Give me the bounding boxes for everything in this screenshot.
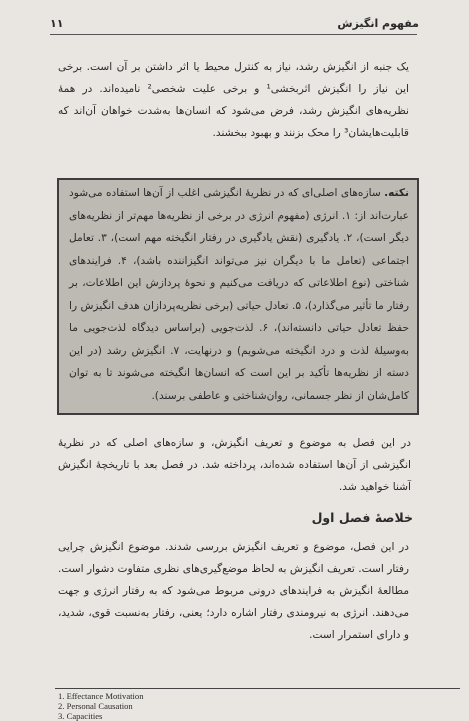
footnote-2: 2. Personal Causation xyxy=(58,701,133,711)
note-text xyxy=(69,182,409,407)
note-label: نکته. xyxy=(384,187,409,199)
note-box xyxy=(57,178,419,415)
footnotes xyxy=(58,691,144,721)
intro-paragraph: یک جنبه از انگیزش رشد، نیاز به کنترل محیط یا اثر داشتن بر آن است. برخی این نیاز را انگیزش اثربخشی¹ و برخی علیت شخصی² نامیده‌اند. در همهٔ نظریه‌های انگیزش رشد، فرض می‌شود که انسان‌ها به‌شدت خواهان آن‌اند که قابلیت‌هایشان³ را محک بزنند و بهبود ببخشند. xyxy=(58,61,410,139)
running-title: مفهوم انگیزش xyxy=(337,16,419,30)
closing-paragraph: در این فصل به موضوع و تعریف انگیزش، و سازه‌های اصلی که در نظریهٔ انگیزشی از آن‌ها استفاده شده‌اند، پرداخته شد. در فصل بعد با تاریخچهٔ انگیزش آشنا خواهید شد. xyxy=(58,437,411,493)
page-header xyxy=(50,12,419,34)
summary-paragraph: در این فصل، موضوع و تعریف انگیزش بررسی شدند. موضوع انگیزش چرایی رفتار است. تعریف انگیزش به لحاظ موضع‌گیری‌های نظری متفاوت دشوار است. مطالعهٔ انگیزش به فرایندهای درونی مربوط می‌شود که به رفتار انرژی و جهت می‌دهند. انرژی به نیرومندی رفتار اشاره دارد؛ یعنی، رفتار به‌نسبت قوی، شدید، و دارای استمرار است. xyxy=(58,541,409,641)
page-number: ۱۱ xyxy=(50,16,64,30)
footnote-3: 3. Capacities xyxy=(58,711,103,721)
summary-heading: خلاصهٔ فصل اول xyxy=(311,510,413,525)
header-divider xyxy=(50,34,417,35)
footnote-1: 1. Effectance Motivation xyxy=(58,691,144,701)
footnote-divider xyxy=(55,688,460,689)
note-body: سازه‌های اصلی‌ای که در نظریهٔ انگیزشی اغلب از آن‌ها استفاده می‌شود عبارت‌اند از: ۱. انرژی (مفهوم انرژی در برخی از نظریه‌ها مهم‌تر از نظریه‌های دیگر است)، ۲. یادگیری (نقش یادگیری در رفتار انگیخته مهم است)، ۳. تعامل اجتماعی (تعامل ما با دیگران نیز می‌تواند انگیزاننده باشد)، ۴. فرایندهای شناختی (نوع اطلاعاتی که دریافت می‌کنیم و نحوهٔ پردازش این اطلاعات، بر رفتار ما تأثیر می‌گذارد)، ۵. تعادل حیاتی (برخی نظریه‌پردازان هدف انگیزش را حفظ تعادل حیاتی دانسته‌اند)، ۶. لذت‌جویی (براساس دیدگاه لذت‌جویی ما به‌وسیلهٔ لذت و درد انگیخته می‌شویم) و درنهایت، ۷. انگیزش رشد (در این دسته از نظریه‌ها تأکید بر این است که انسان‌ها انگیخته می‌شوند تا به توان کامل‌شان از نظر جسمانی، روان‌شناختی و عاطفی برسند). xyxy=(69,187,410,402)
